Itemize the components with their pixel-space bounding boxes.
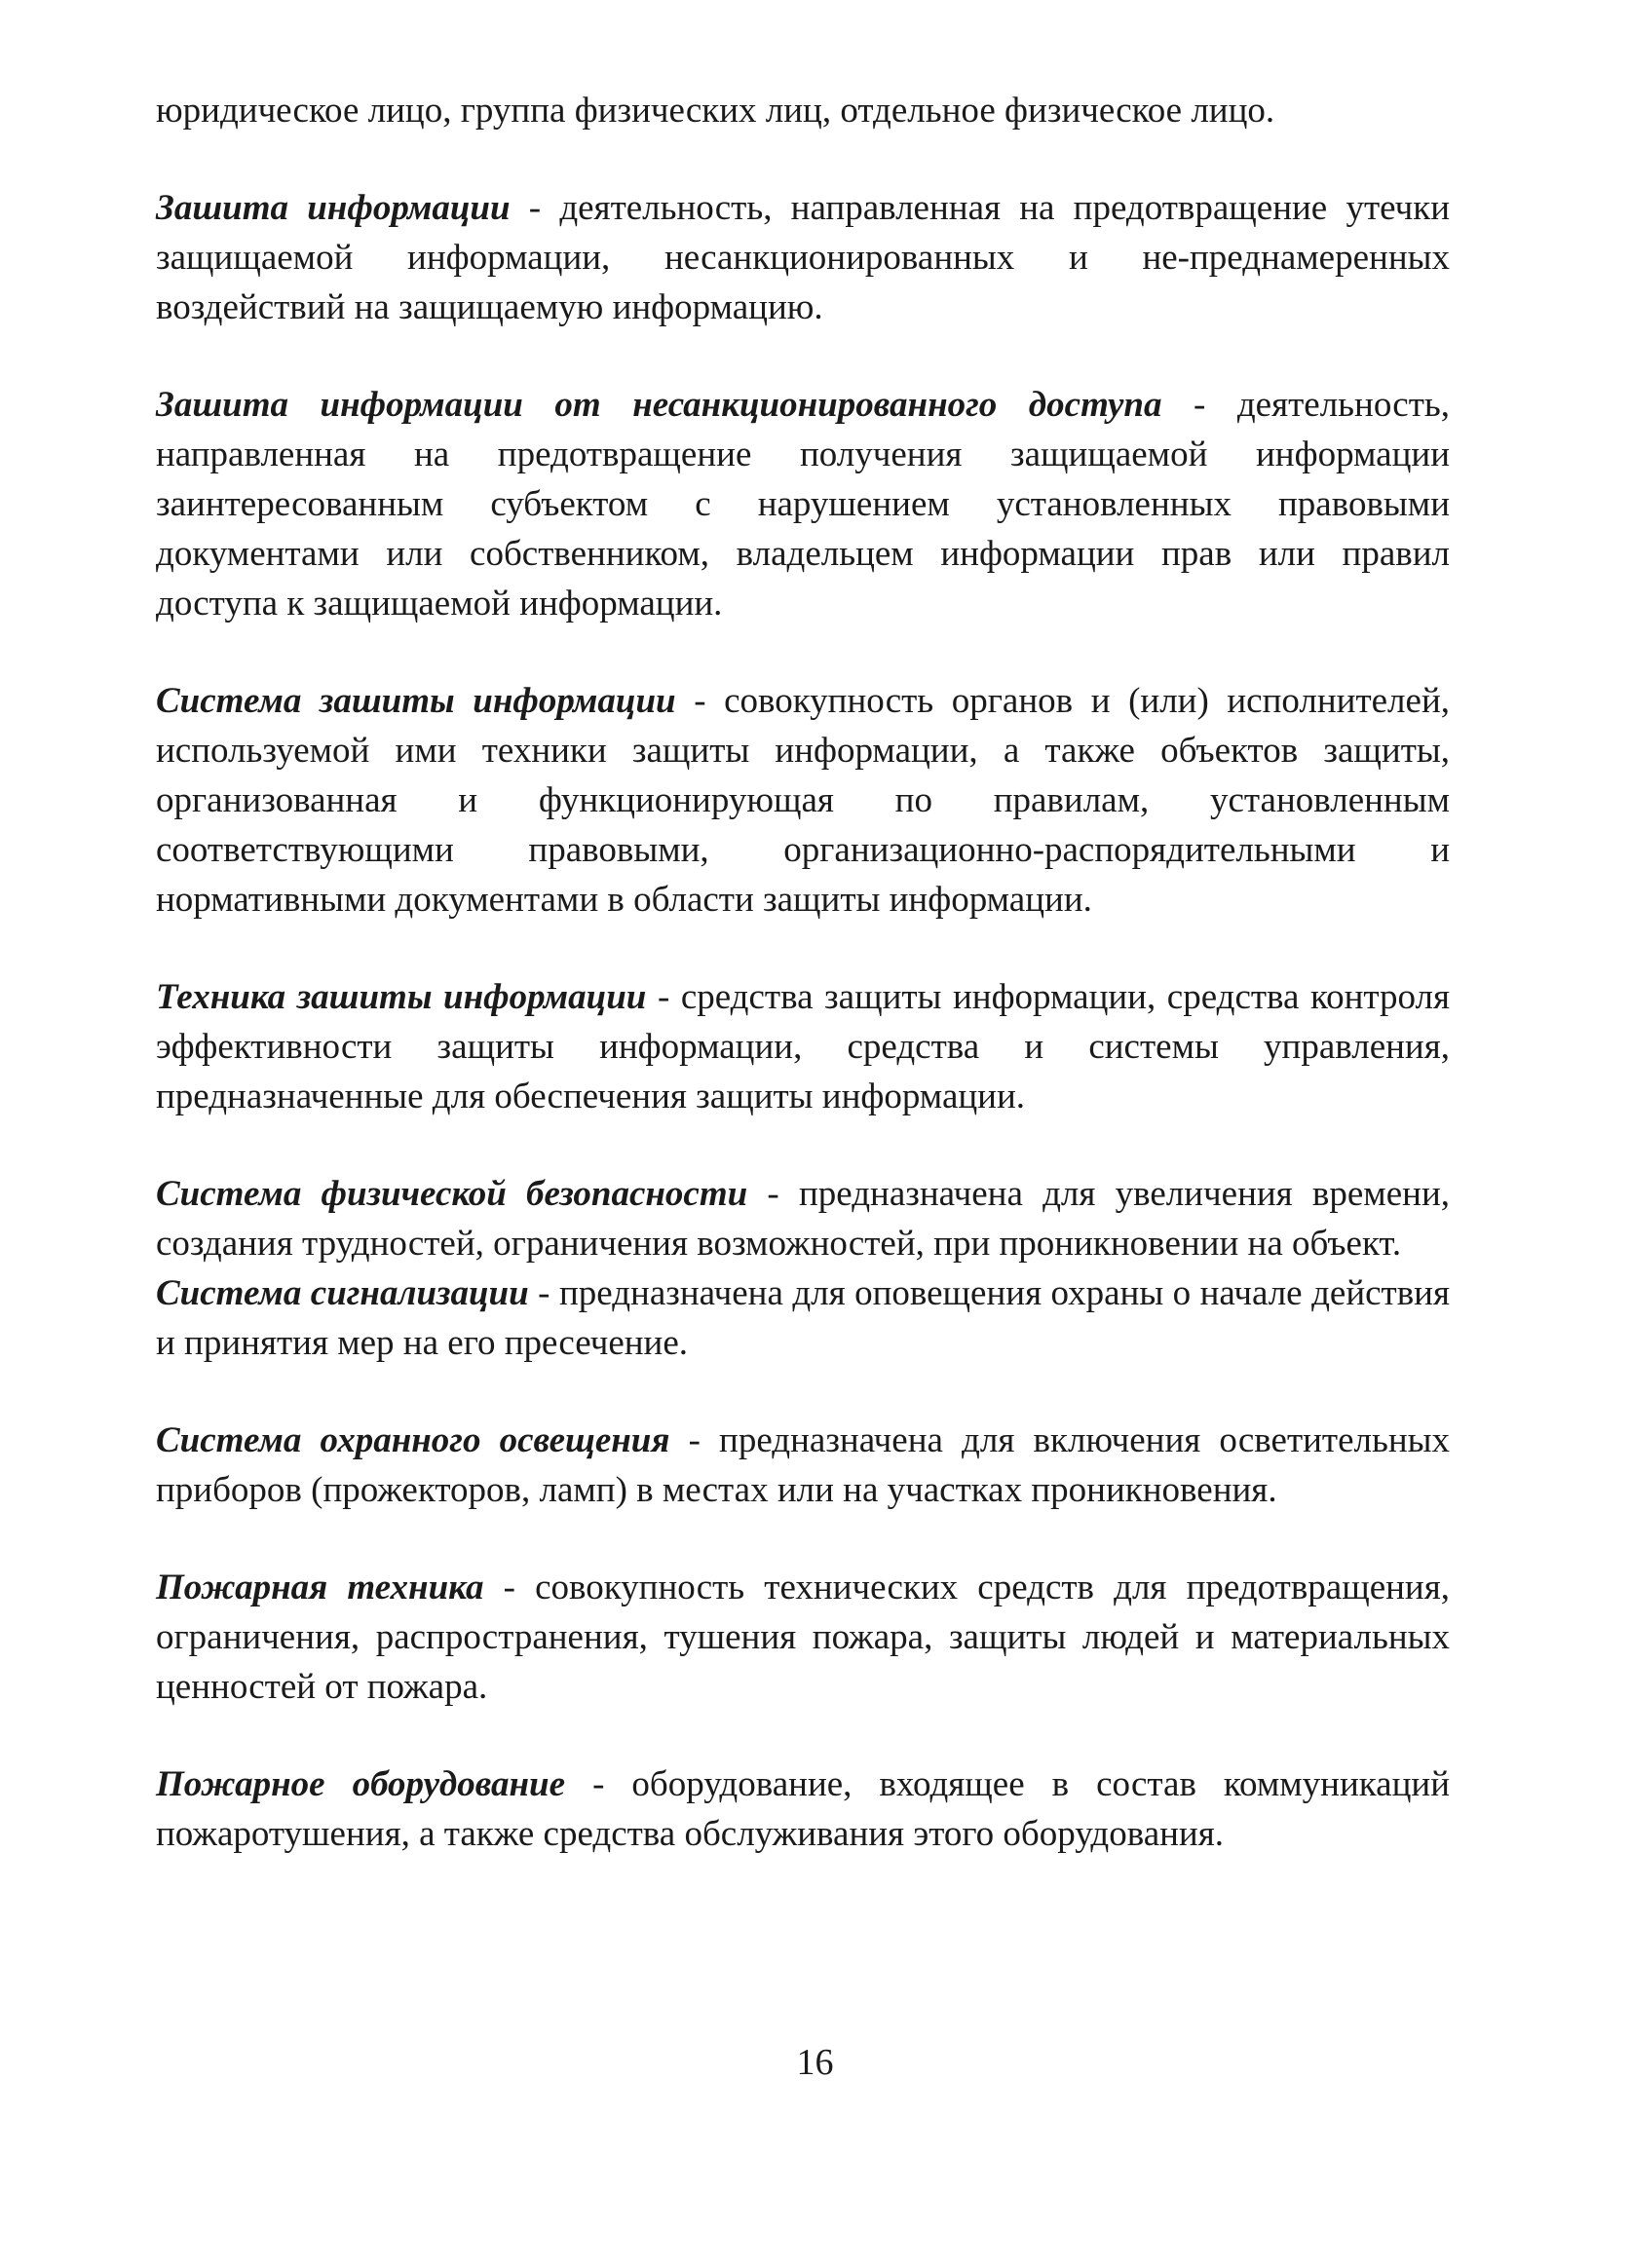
term-separator: -: [646, 977, 681, 1017]
page-number: 16: [796, 2042, 834, 2083]
term: Система зашиты информации: [156, 681, 676, 721]
definition-protection-system: [156, 676, 1450, 925]
term: Система охранного освещения: [156, 1420, 670, 1460]
term-separator: -: [669, 1420, 720, 1460]
term-separator: -: [675, 681, 725, 721]
definition-text: предназначена для оповещения охраны о начале действия и принятия мер на его пресечение.: [156, 1273, 1450, 1363]
term-separator: -: [510, 188, 560, 228]
definition-fire-apparatus: [156, 1759, 1450, 1859]
definition-text: совокупность органов и (или) исполнителей, используемой ими техники защиты информации, а также объектов защиты, организованная и функционирующая по правилам, установленным соответствующими правовыми, организационно-распорядительными и нормативными документами в области защиты информации.: [156, 681, 1450, 920]
term: Система физической безопасности: [156, 1174, 748, 1214]
definition-text: средства защиты информации, средства контроля эффективности защиты информации, средства и системы управления, предназначенные для обеспечения защиты информации.: [156, 977, 1451, 1116]
definition-unauthorized-access-protection: [156, 380, 1450, 628]
term: Пожарное оборудование: [156, 1764, 566, 1804]
intro-line: юридическое лицо, группа физических лиц, отдельное физическое лицо.: [156, 91, 1275, 131]
term-separator: -: [1161, 385, 1237, 425]
term-separator: -: [565, 1764, 632, 1804]
definition-physical-security-system: [156, 1169, 1450, 1268]
definition-fire-equipment: [156, 1563, 1450, 1712]
definition-text: предназначена для включения осветительных приборов (прожекторов, ламп) в местах или на участках проникновения.: [156, 1420, 1451, 1510]
document-page: [156, 86, 1450, 1859]
term-separator: -: [483, 1568, 536, 1607]
definition-text: оборудование, входящее в состав коммуникаций пожаротушения, а также средства обслуживания этого оборудования.: [156, 1764, 1450, 1854]
term: Зашита информации: [156, 188, 511, 228]
term-separator: -: [747, 1174, 799, 1214]
term: Система сигнализации: [156, 1273, 529, 1313]
definition-text: деятельность, направленная на предотвращение получения защищаемой информации заинтересованным субъектом с нарушением установленных правовыми документами или собственником, владельцем информации прав или правил доступа к защищаемой информации.: [156, 385, 1450, 624]
term: Зашита информации от несанкционированного доступа: [156, 385, 1162, 425]
term-separator: -: [528, 1273, 559, 1313]
definition-security-lighting-system: [156, 1416, 1450, 1515]
definition-text: деятельность, направленная на предотвращение утечки защищаемой информации, несанкционированных и не-преднамеренных воздействий на защищаемую информацию.: [156, 188, 1450, 327]
definition-text: предназначена для увеличения времени, создания трудностей, ограничения возможностей, при проникновении на объект.: [156, 1174, 1450, 1264]
term: Техника зашиты информации: [156, 977, 647, 1017]
term: Пожарная техника: [156, 1568, 484, 1607]
definition-text: совокупность технических средств для предотвращения, ограничения, распространения, тушения пожара, защиты людей и материальных ценностей от пожара.: [156, 1568, 1450, 1707]
definition-alarm-system: [156, 1268, 1450, 1368]
definition-protection-of-information: [156, 183, 1450, 332]
definition-protection-technique: [156, 972, 1450, 1121]
